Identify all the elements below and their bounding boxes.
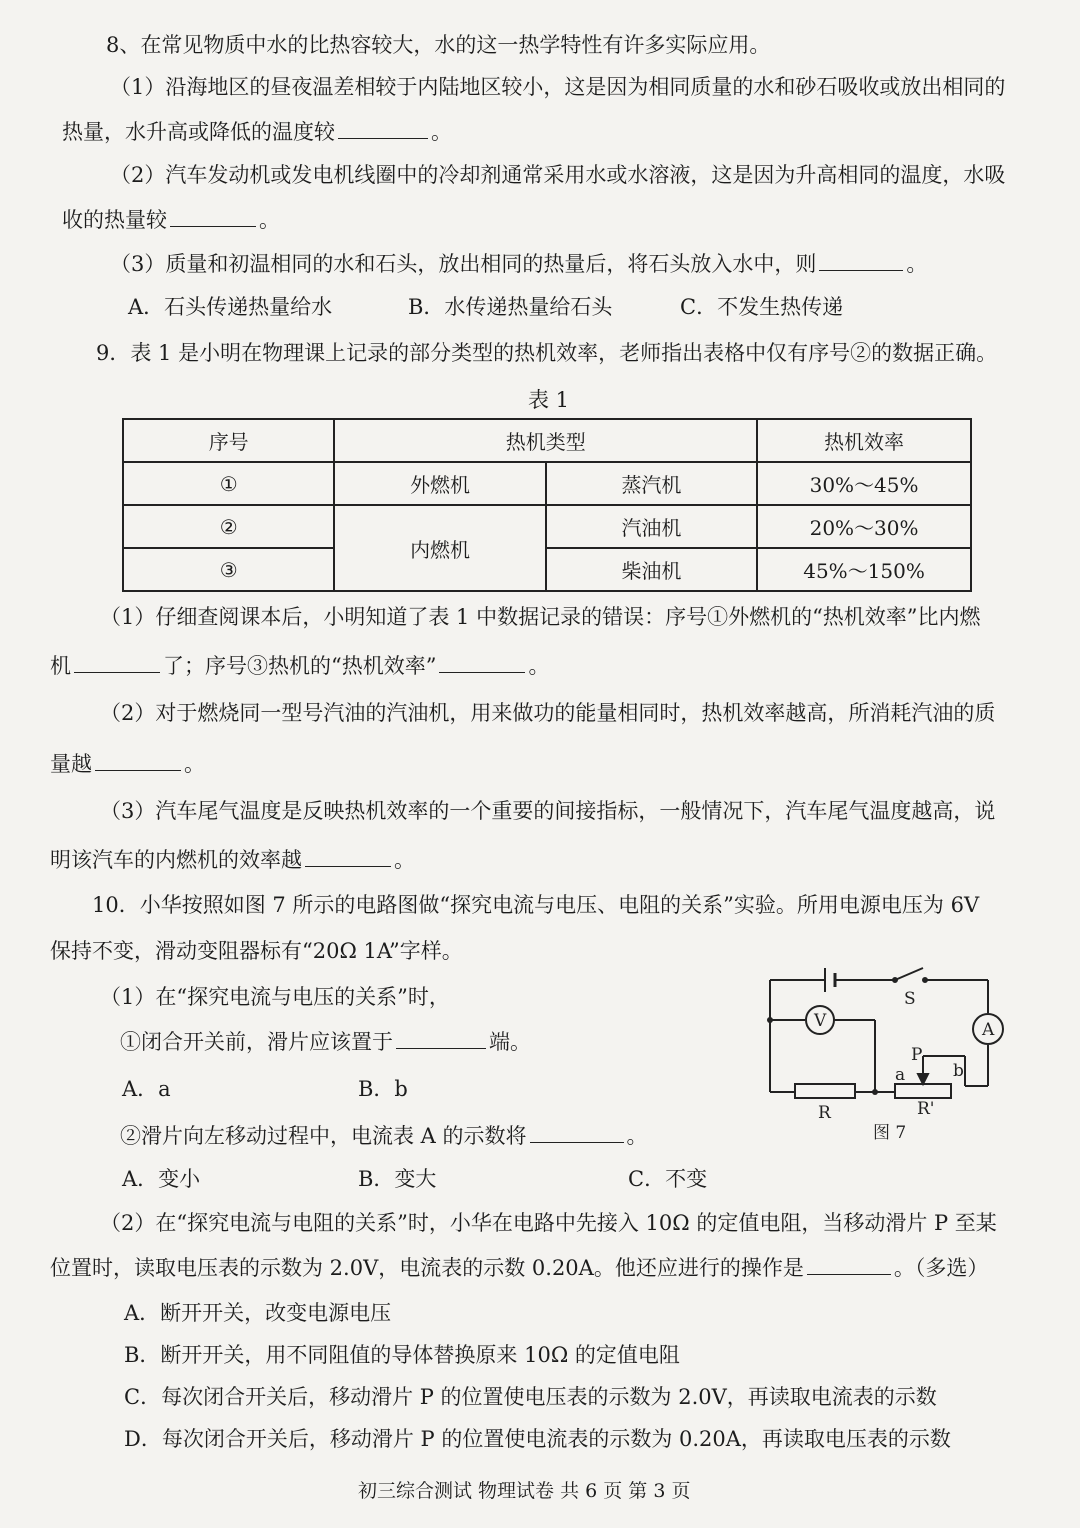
q8-part1-text: 热量，水升高或降低的温度较 bbox=[62, 120, 335, 144]
q8-part2-line1: （2）汽车发动机或发电机线圈中的冷却剂通常采用水或水溶液，这是因为升高相同的温度，水吸 bbox=[110, 163, 1006, 187]
q8-part2-text: 收的热量较 bbox=[62, 208, 167, 232]
table-row1-eff: 30%～45% bbox=[757, 462, 971, 505]
switch-blade bbox=[895, 968, 923, 980]
q10-option-d: D．每次闭合开关后，移动滑片 P 的位置使电流表的示数为 0.20A，再读取电压表的示数 bbox=[124, 1427, 951, 1451]
page-footer: 初三综合测试 物理试卷 共 6 页 第 3 页 bbox=[358, 1480, 691, 1502]
q9-part3-answer-blank[interactable] bbox=[305, 844, 391, 867]
q9-part1-answer-blank-2[interactable] bbox=[439, 650, 525, 673]
q10-stem-line1: 10．小华按照如图 7 所示的电路图做“探究电流与电压、电阻的关系”实验。所用电源电压为 6V bbox=[92, 893, 980, 917]
q10-part2-line1: （2）在“探究电流与电阻的关系”时，小华在电路中先接入 10Ω 的定值电阻，当移动滑片 P 至某 bbox=[100, 1211, 997, 1235]
q10-part1-b-option-a: A．变小 bbox=[122, 1167, 201, 1191]
label-rheostat: R' bbox=[917, 1099, 935, 1119]
q9-part2-line2 bbox=[50, 748, 205, 779]
figure-caption: 图 7 bbox=[873, 1123, 907, 1143]
q8-part3-end: 。 bbox=[906, 252, 928, 276]
q10-part2-text: 位置时，读取电压表的示数为 2.0V，电流表的示数 0.20A。他还应进行的操作是 bbox=[50, 1256, 804, 1280]
q10-part1-a-end: 端。 bbox=[489, 1030, 531, 1054]
q10-stem-line2: 保持不变，滑动变阻器标有“20Ω 1A”字样。 bbox=[50, 939, 463, 963]
q10-part1-b-answer-blank[interactable] bbox=[530, 1120, 624, 1143]
q9-stem: 9．表 1 是小明在物理课上记录的部分类型的热机效率，老师指出表格中仅有序号②的数据正确。 bbox=[96, 341, 998, 365]
q10-part2-end: 。（多选） bbox=[893, 1256, 989, 1280]
table-row1-type: 蒸汽机 bbox=[546, 462, 757, 505]
q10-part1-b-text: ②滑片向左移动过程中，电流表 A 的示数将 bbox=[120, 1124, 527, 1148]
q8-option-c: C．不发生热传递 bbox=[680, 295, 844, 319]
q10-part1-b-option-c: C．不变 bbox=[628, 1167, 708, 1191]
q8-option-a: A．石头传递热量给水 bbox=[128, 295, 333, 319]
table-row2-no: ② bbox=[123, 505, 334, 548]
table-row2-type: 汽油机 bbox=[546, 505, 757, 548]
q9-part1-answer-blank-1[interactable] bbox=[74, 650, 160, 673]
label-resistor: R bbox=[818, 1103, 831, 1123]
q9-part1-line1: （1）仔细查阅课本后，小明知道了表 1 中数据记录的错误：序号①外燃机的“热机效率”比内燃 bbox=[100, 605, 981, 629]
q8-part3-answer-blank[interactable] bbox=[819, 248, 903, 271]
q10-part2-line2 bbox=[50, 1252, 988, 1283]
q8-part2-answer-blank[interactable] bbox=[170, 204, 256, 227]
label-slider-p: P bbox=[911, 1045, 923, 1065]
q10-option-c: C．每次闭合开关后，移动滑片 P 的位置使电压表的示数为 2.0V，再读取电流表的示数 bbox=[124, 1385, 937, 1409]
table-header-no: 序号 bbox=[123, 419, 334, 462]
resistor-r bbox=[795, 1084, 855, 1098]
q9-part1-line2 bbox=[50, 650, 549, 681]
q9-part3-end: 。 bbox=[394, 848, 415, 872]
efficiency-table bbox=[122, 418, 972, 592]
q10-part1-b-option-b: B．变大 bbox=[358, 1167, 437, 1191]
junction-mid bbox=[872, 1089, 878, 1095]
label-voltmeter: V bbox=[814, 1011, 827, 1031]
label-terminal-b: b bbox=[953, 1061, 964, 1081]
q9-part2-end: 。 bbox=[184, 752, 205, 776]
q8-part1-line2 bbox=[62, 116, 452, 147]
q10-part1-a-answer-blank[interactable] bbox=[396, 1026, 486, 1049]
q8-option-b: B．水传递热量给石头 bbox=[408, 295, 613, 319]
q10-part1-b bbox=[120, 1120, 648, 1151]
q8-part3-text: （3）质量和初温相同的水和石头，放出相同的热量后，将石头放入水中，则 bbox=[110, 252, 817, 276]
q9-part2-answer-blank[interactable] bbox=[95, 748, 181, 771]
q10-part1-a-option-b: B．b bbox=[358, 1077, 408, 1101]
q8-part1-answer-blank[interactable] bbox=[338, 116, 428, 139]
slider-arrow bbox=[918, 1074, 928, 1084]
table-row3-eff: 45%～150% bbox=[757, 548, 971, 591]
q9-part3-text: 明该汽车的内燃机的效率越 bbox=[50, 848, 302, 872]
q8-part2-end: 。 bbox=[259, 208, 280, 232]
q8-part1-end: 。 bbox=[431, 120, 452, 144]
q9-part1-end: 。 bbox=[528, 654, 550, 678]
q9-part2-line1: （2）对于燃烧同一型号汽油的汽油机，用来做功的能量相同时，热机效率越高，所消耗汽油的质 bbox=[100, 701, 996, 725]
circuit-diagram-figure-7 bbox=[755, 960, 1015, 1145]
q8-part3-line1 bbox=[110, 248, 927, 279]
q10-part1-a bbox=[120, 1026, 531, 1057]
q10-option-a: A．断开开关，改变电源电压 bbox=[124, 1301, 392, 1325]
table-row2-eff: 20%～30% bbox=[757, 505, 971, 548]
q9-part3-line2 bbox=[50, 844, 415, 875]
label-switch: S bbox=[904, 989, 916, 1009]
q10-part1-b-end: 。 bbox=[626, 1124, 648, 1148]
q10-part1-a-text: ①闭合开关前，滑片应该置于 bbox=[120, 1030, 393, 1054]
q10-part2-answer-blank[interactable] bbox=[807, 1252, 891, 1275]
table-row1-no: ① bbox=[123, 462, 334, 505]
q9-part2-text: 量越 bbox=[50, 752, 92, 776]
table-header-eff: 热机效率 bbox=[757, 419, 971, 462]
q9-part1-text-a: 机 bbox=[50, 654, 71, 678]
table-header-type: 热机类型 bbox=[334, 419, 757, 462]
label-terminal-a: a bbox=[895, 1065, 906, 1085]
q10-option-b: B．断开开关，用不同阻值的导体替换原来 10Ω 的定值电阻 bbox=[124, 1343, 680, 1367]
table1-caption: 表 1 bbox=[528, 388, 570, 412]
table-row3-type: 柴油机 bbox=[546, 548, 757, 591]
q8-part1-line1: （1）沿海地区的昼夜温差相较于内陆地区较小，这是因为相同质量的水和砂石吸收或放出相同的 bbox=[110, 75, 1006, 99]
label-ammeter: A bbox=[982, 1020, 995, 1040]
table-row1-category: 外燃机 bbox=[334, 462, 545, 505]
q10-part1-a-option-a: A．a bbox=[122, 1077, 171, 1101]
table-row3-no: ③ bbox=[123, 548, 334, 591]
junction-left bbox=[767, 1017, 773, 1023]
q9-part3-line1: （3）汽车尾气温度是反映热机效率的一个重要的间接指标，一般情况下，汽车尾气温度越高，说 bbox=[100, 799, 996, 823]
q9-part1-text-b: 了；序号③热机的“热机效率” bbox=[163, 654, 437, 678]
q10-part1: （1）在“探究电流与电压的关系”时， bbox=[100, 985, 450, 1009]
q8-part2-line2 bbox=[62, 204, 280, 235]
q8-stem: 8、在常见物质中水的比热容较大，水的这一热学特性有许多实际应用。 bbox=[106, 33, 771, 57]
table-row23-category: 内燃机 bbox=[334, 505, 545, 591]
